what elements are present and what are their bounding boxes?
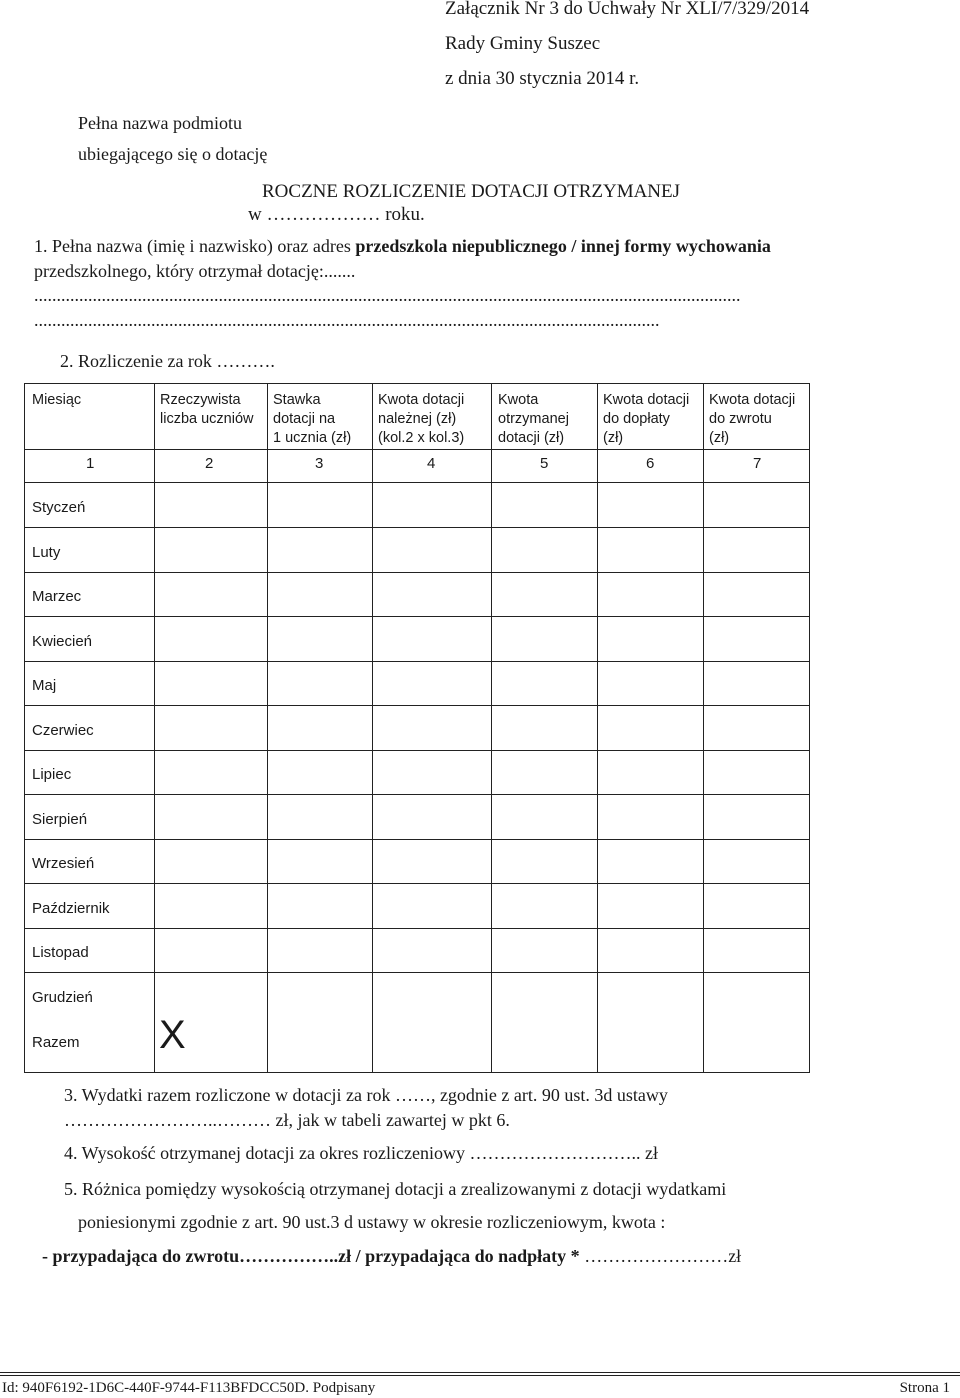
section-1-dots-2: ........................................................................................................................................... xyxy=(34,310,660,330)
attachment-date: z dnia 30 stycznia 2014 r. xyxy=(445,68,640,89)
month-label: Październik xyxy=(32,900,110,917)
col-number: 3 xyxy=(315,455,324,472)
month-label: Listopad xyxy=(32,944,89,961)
col-number: 6 xyxy=(646,455,655,472)
month-label: Marzec xyxy=(32,588,82,605)
settlement-table xyxy=(24,383,810,1073)
section-4-line1: 4. Wysokość otrzymanej dotacji za okres rozliczeniowy ……………………….. zł xyxy=(64,1143,658,1163)
page-number: Strona 1 xyxy=(899,1380,950,1396)
col-header-due: Kwota dotacji należnej (zł) (kol.2 x kol.3) xyxy=(378,392,465,446)
col-header-surcharge: Kwota dotacji do dopłaty (zł) xyxy=(603,392,690,446)
section-2-label: 2. Rozliczenie za rok ………. xyxy=(60,351,275,371)
footer-rule xyxy=(0,1372,960,1373)
col-header-refund: Kwota dotacji do zwrotu (zł) xyxy=(709,392,796,446)
document-id: Id: 940F6192-1D6C-440F-9744-F113BFDCC50D. Podpisany xyxy=(2,1380,376,1396)
col-number: 4 xyxy=(427,455,436,472)
month-label: Kwiecień xyxy=(32,633,93,650)
month-label: Luty xyxy=(32,544,61,561)
attachment-title: Załącznik Nr 3 do Uchwały Nr XLI/7/329/2014 xyxy=(445,0,810,19)
section-5-line2: poniesionymi zgodnie z art. 90 ust.3 d ustawy w okresie rozliczeniowym, kwota : xyxy=(78,1212,666,1232)
month-label: Wrzesień xyxy=(32,855,95,872)
col-number: 5 xyxy=(540,455,549,472)
col-header-rate: Stawka dotacji na 1 ucznia (zł) xyxy=(273,392,352,446)
month-label: Czerwiec xyxy=(32,722,94,739)
col-number: 2 xyxy=(205,455,214,472)
section-3-line1: 3. Wydatki razem rozliczone w dotacji za rok ……, zgodnie z art. 90 ust. 3d ustawy xyxy=(64,1085,668,1105)
applicant-label-line1: Pełna nazwa podmiotu xyxy=(78,113,242,133)
col-header-month: Miesiąc xyxy=(32,392,82,408)
col-number: 1 xyxy=(86,455,95,472)
month-label: Sierpień xyxy=(32,811,88,828)
section-1-line2: przedszkolnego, który otrzymał dotację:....... xyxy=(34,261,356,281)
section-1-dots-1: ............................................................................................................................................................. xyxy=(34,285,741,305)
attachment-council: Rady Gminy Suszec xyxy=(445,33,601,54)
total-students-crossed-mark: X xyxy=(159,1013,186,1057)
section-1-line1: 1. Pełna nazwa (imię i nazwisko) oraz adres przedszkola niepublicznego / innej formy wychowania xyxy=(34,236,771,256)
footer-rule xyxy=(0,1375,960,1376)
col-header-received: Kwota otrzymanej dotacji (zł) xyxy=(498,392,569,446)
month-label: Lipiec xyxy=(32,766,72,783)
total-label: Razem xyxy=(32,1034,80,1051)
section-3-line2: ……………………..……… zł, jak w tabeli zawartej w pkt 6. xyxy=(64,1110,510,1130)
applicant-label-line2: ubiegającego się o dotację xyxy=(78,144,268,164)
section-5-line3: - przypadająca do zwrotu……………..zł / przypadająca do nadpłaty * ……………………zł xyxy=(42,1246,742,1266)
col-number: 7 xyxy=(753,455,762,472)
month-label: Styczeń xyxy=(32,499,86,516)
document-title: ROCZNE ROZLICZENIE DOTACJI OTRZYMANEJ xyxy=(262,181,681,202)
col-header-students: Rzeczywista liczba uczniów xyxy=(160,392,254,427)
month-label: Maj xyxy=(32,677,57,694)
document-title-year: w ……………… roku. xyxy=(248,204,425,225)
month-label: Grudzień xyxy=(32,989,93,1006)
section-5-line1: 5. Różnica pomiędzy wysokością otrzymanej dotacji a zrealizowanymi z dotacji wydatkami xyxy=(64,1179,727,1199)
